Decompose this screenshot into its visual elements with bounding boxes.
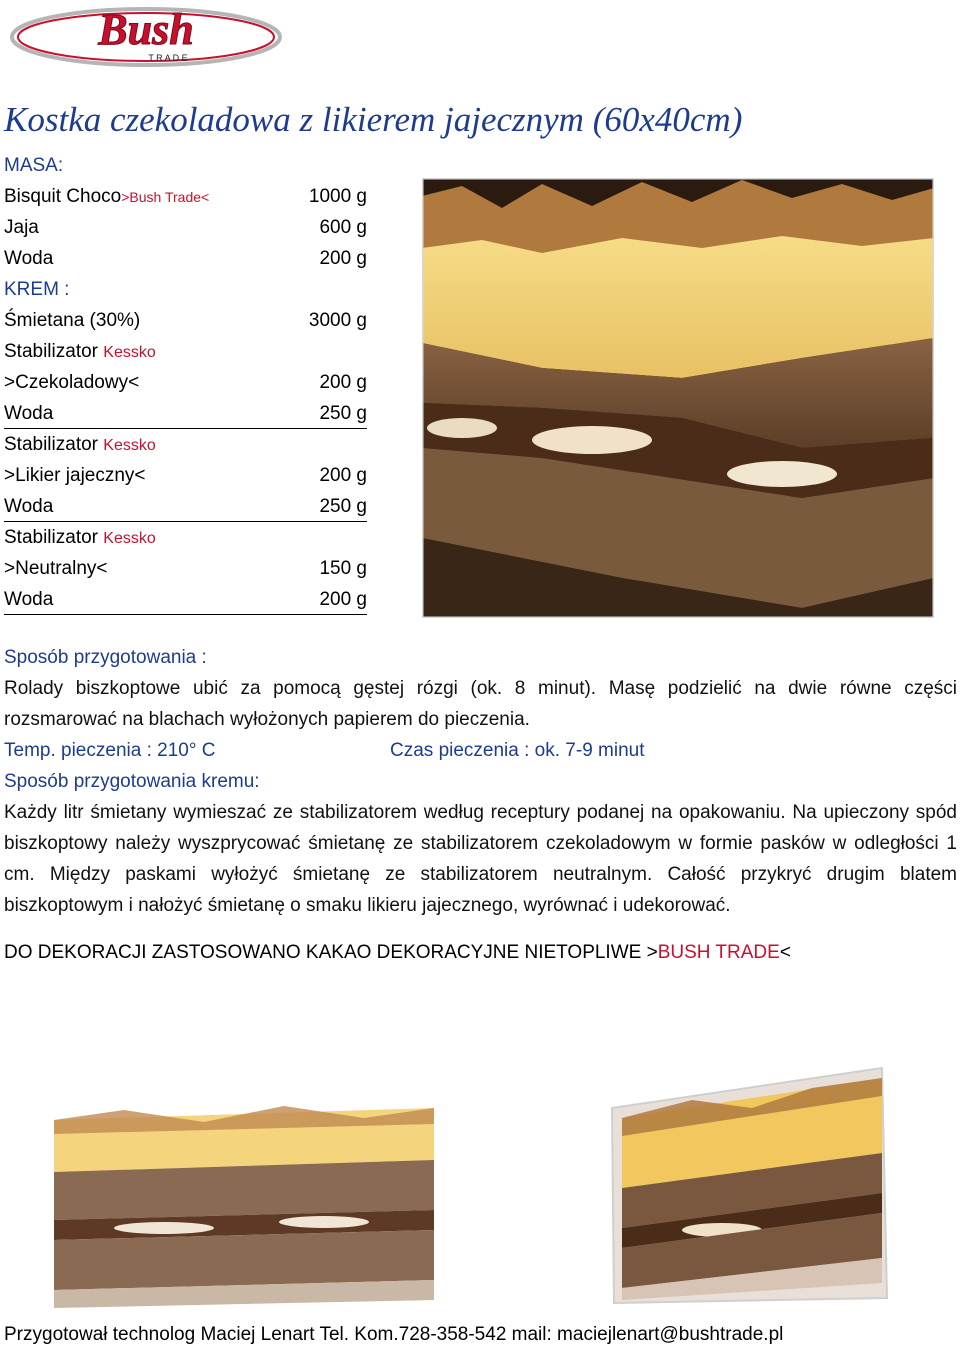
bush-trade-logo (8, 4, 284, 70)
recipe-title: Kostka czekoladowa z likierem jajecznym (60x40cm) (4, 100, 743, 139)
krem-prep-text: Każdy litr śmietany wymieszać ze stabilizatorem według receptury podanej na opakowaniu. Na upieczony spód biszkoptowy należy wyszprycować śmietanę ze stabilizatorem czekoladowym w formie pasków w odległości 1 cm. Między paskami wyłożyć śmietanę ze stabilizatorem neutralnym. Całość przykryć drugim blatem biszkoptowym i nałożyć śmietanę o smaku likieru jajecznego, wyrównać i udekorować. (4, 802, 957, 916)
ingredient-qty: 200 g (319, 248, 367, 269)
cake-photo-left (44, 1100, 444, 1314)
krem-row (4, 584, 367, 615)
ingredient-name: Bisquit Choco>Bush Trade< (4, 186, 210, 207)
krem-row (4, 305, 367, 336)
ingredient-name: Jaja (4, 217, 39, 238)
krem-row (4, 460, 367, 491)
prep-text: Rolady biszkoptowe ubić za pomocą gęstej rózgi (ok. 8 minut). Masę podzielić na dwie równe części rozsmarować na blachach wyłożonych papierem do pieczenia. (4, 678, 957, 730)
kessko-brand: Kessko (103, 530, 156, 547)
krem-qty: 200 g (319, 465, 367, 486)
prep-header: Sposób przygotowania : (4, 647, 207, 668)
krem-row (4, 398, 367, 429)
krem-row (4, 553, 367, 584)
ingredient-brand: >Bush Trade< (121, 189, 210, 205)
krem-name: >Likier jajeczny< (4, 465, 146, 486)
footer-contact: Przygotował technolog Maciej Lenart Tel. Kom.728-358-542 mail: maciejlenart@bushtrade.pl (4, 1324, 784, 1345)
krem-header-row (4, 274, 367, 305)
deco-brand: BUSH TRADE (657, 942, 780, 963)
cake-photo-main (422, 178, 934, 618)
kessko-brand: Kessko (103, 344, 156, 361)
krem-row (4, 522, 367, 553)
cake-photo-right (602, 1058, 892, 1308)
logo-subtext: T R A D E (148, 53, 188, 63)
masa-header: MASA: (4, 155, 64, 176)
decoration-note: DO DEKORACJI ZASTOSOWANO KAKAO DEKORACYJNE NIETOPLIWE >BUSH TRADE< (4, 942, 791, 963)
krem-name: >Neutralny< (4, 558, 108, 579)
krem-name: Stabilizator Kessko (4, 341, 156, 362)
krem-qty: 3000 g (308, 310, 367, 331)
ingredient-row (4, 212, 367, 243)
krem-row (4, 336, 367, 367)
krem-qty: 150 g (319, 558, 367, 579)
krem-name: Woda (4, 403, 54, 424)
kessko-brand: Kessko (103, 437, 156, 454)
krem-name: Woda (4, 589, 54, 610)
krem-qty: 250 g (319, 403, 367, 424)
bake-time: Czas pieczenia : ok. 7-9 minut (390, 740, 645, 761)
krem-name: Stabilizator Kessko (4, 434, 156, 455)
ingredient-qty: 1000 g (308, 186, 367, 207)
krem-row (4, 429, 367, 460)
ingredient-qty: 600 g (319, 217, 367, 238)
krem-qty: 250 g (319, 496, 367, 517)
krem-name: >Czekoladowy< (4, 372, 140, 393)
krem-header: KREM : (4, 279, 70, 300)
krem-row (4, 491, 367, 522)
krem-name: Stabilizator Kessko (4, 527, 156, 548)
masa-header-row (4, 150, 367, 181)
ingredient-name: Woda (4, 248, 54, 269)
krem-row (4, 367, 367, 398)
ingredient-row (4, 243, 367, 274)
krem-prep-header: Sposób przygotowania kremu: (4, 771, 260, 792)
krem-qty: 200 g (319, 589, 367, 610)
logo-wordmark: Bush (98, 5, 194, 54)
krem-name: Śmietana (30%) (4, 310, 141, 331)
ingredient-row (4, 181, 367, 212)
krem-name: Woda (4, 496, 54, 517)
krem-qty: 200 g (319, 372, 367, 393)
bake-temp: Temp. pieczenia : 210° C (4, 740, 216, 761)
